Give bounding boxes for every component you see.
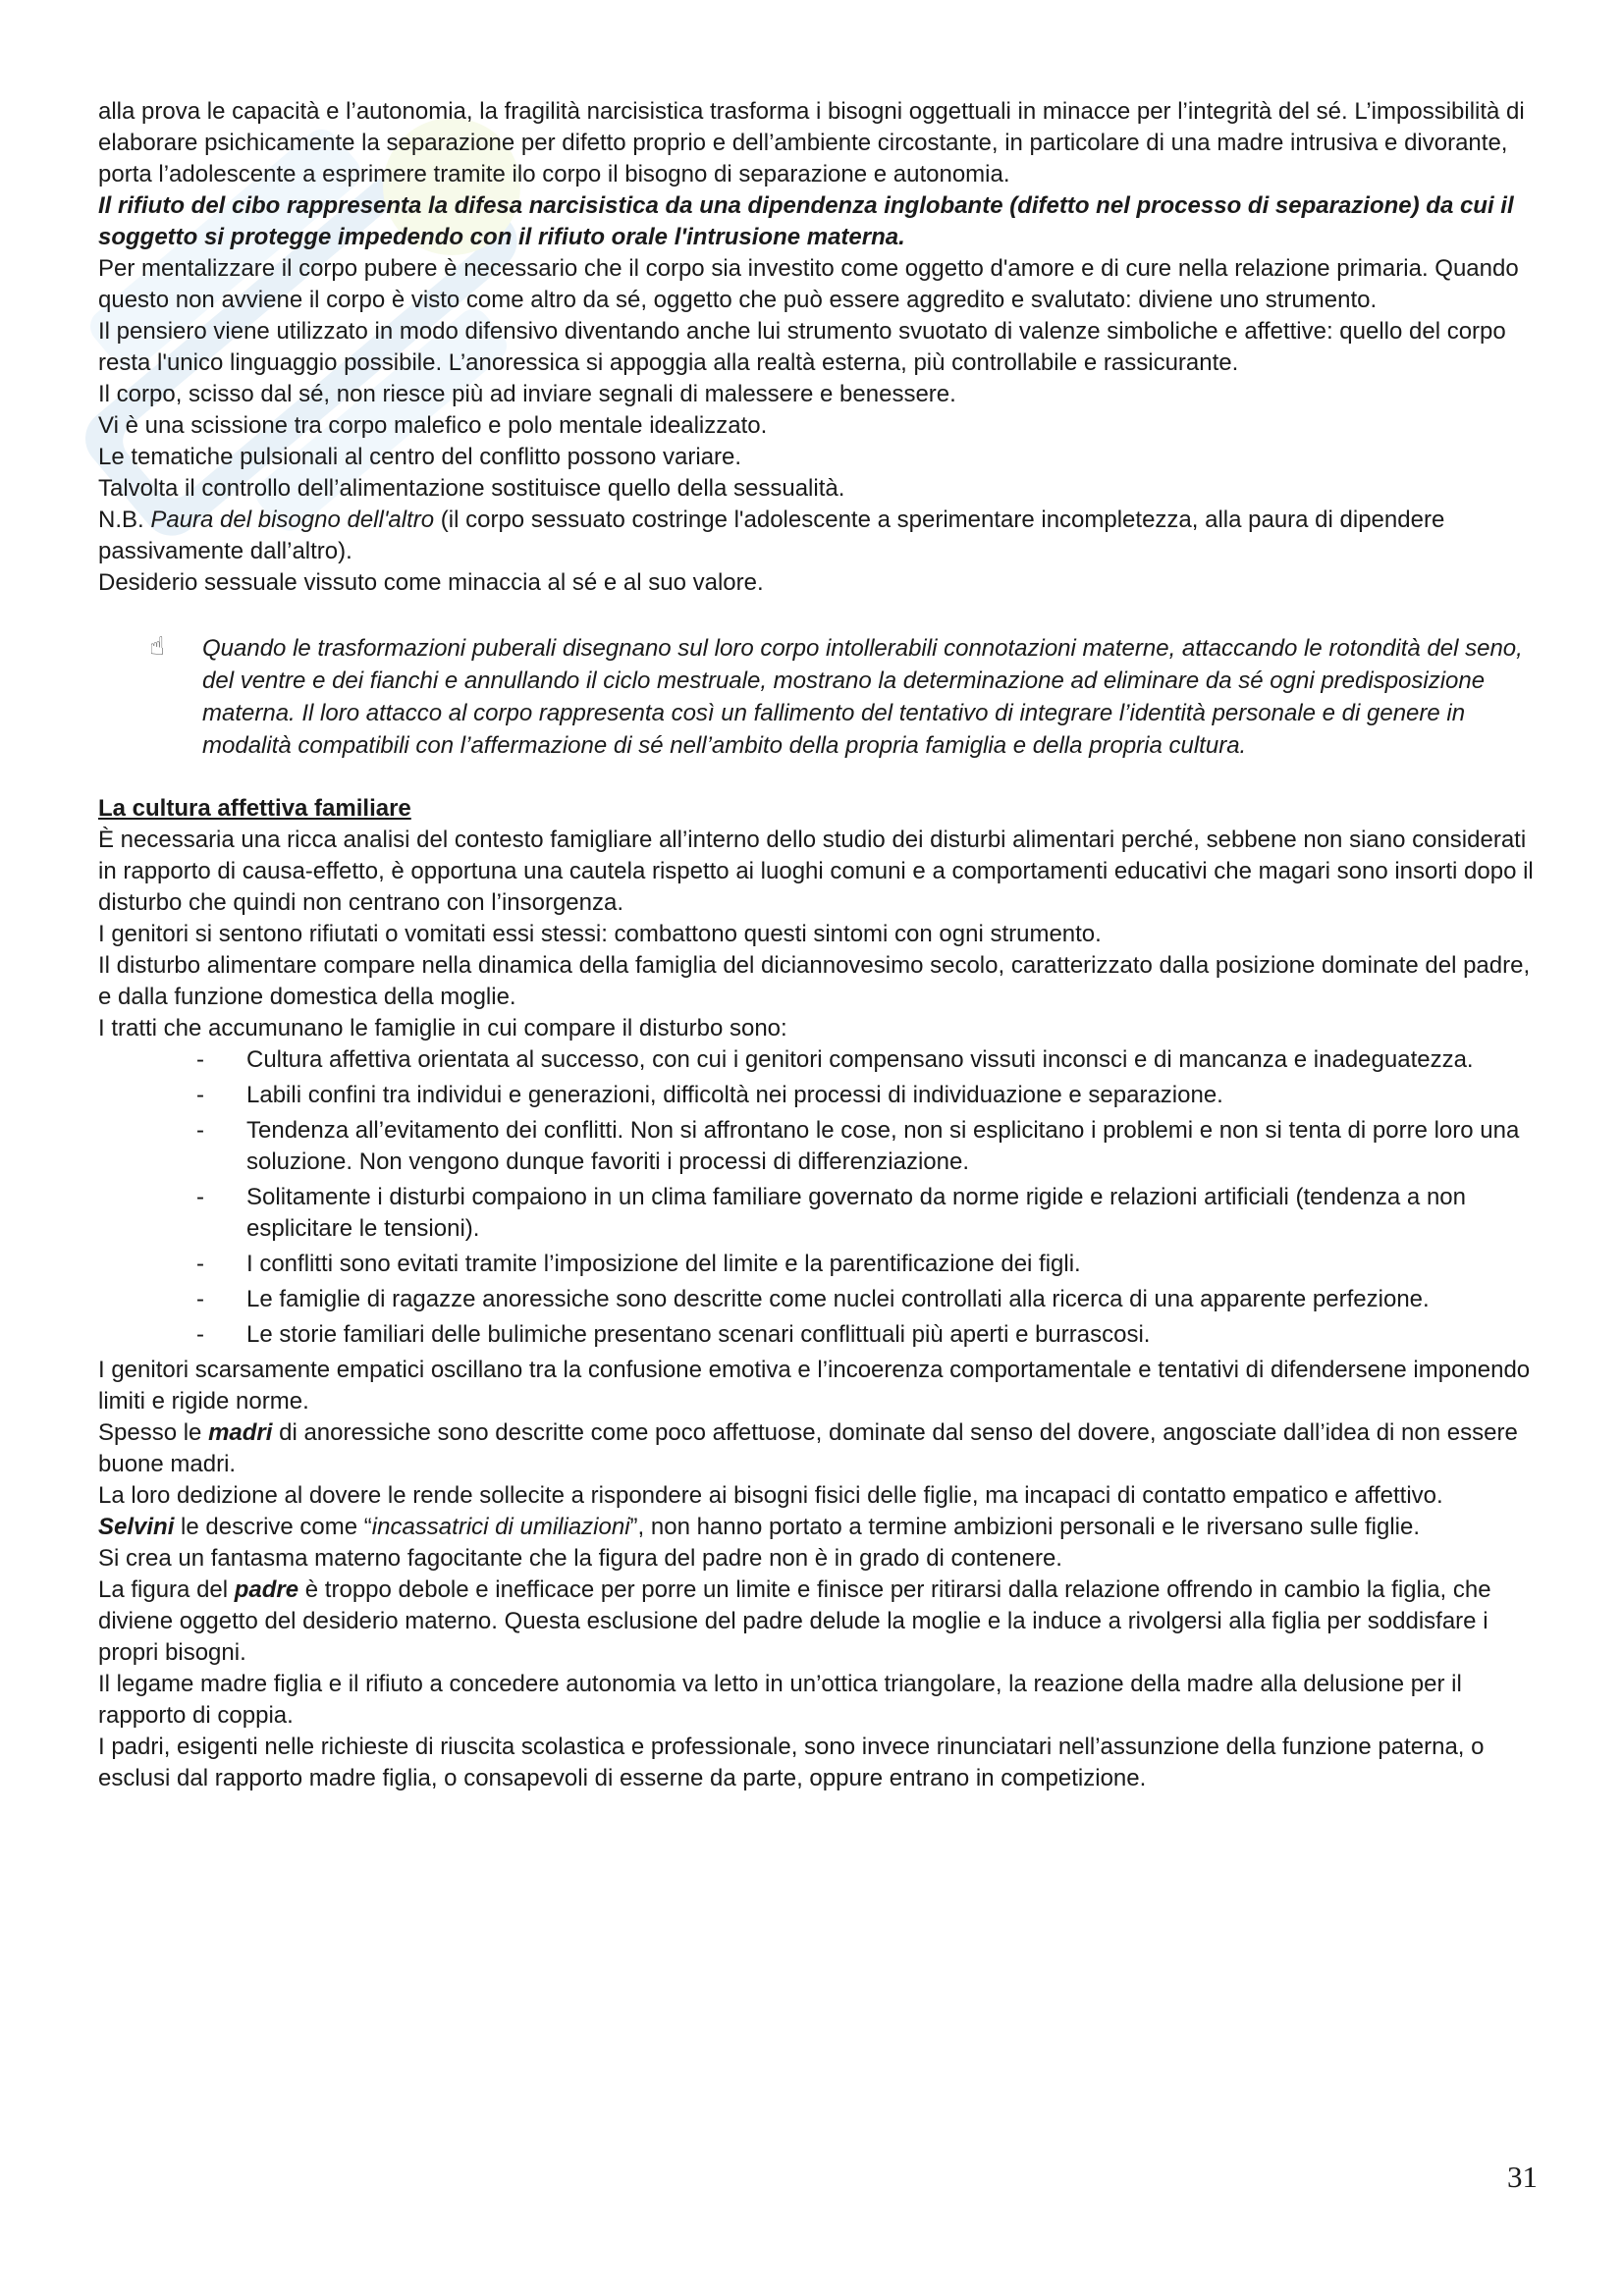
traits-list — [98, 1044, 1542, 1351]
paragraph: Il pensiero viene utilizzato in modo difensivo diventando anche lui strumento svuotato di valenze simboliche e affettive: quello del corpo resta l'unico linguaggio possibile. L’anoressica si appoggia alla realtà esterna, più controllabile e rassicurante. — [98, 318, 1506, 376]
paragraph-nb — [98, 505, 1542, 567]
paragraph: alla prova le capacità e l’autonomia, la fragilità narcisistica trasforma i bisogni oggettuali in minacce per l’integrità del sé. L’impossibilità di elaborare psichicamente la separazione per difetto proprio e dell’ambiente circostante, in particolare di una madre intrusiva e divorante, porta l’adolescente a esprimere tramite ilo corpo il bisogno di separazione e autonomia. — [98, 98, 1525, 187]
dash-marker: - — [196, 1082, 204, 1108]
nb-prefix: N.B. — [98, 507, 151, 533]
emphasis-madri: madri — [208, 1419, 273, 1446]
paragraph: È necessaria una ricca analisi del contesto famigliare all’interno dello studio dei disturbi alimentari perché, sebbene non siano considerati in rapporto di causa-effetto, è opportuna una cautela rispetto ai luoghi comuni e a comportamenti educativi che magari sono insorti dopo il disturbo che quindi non centrano con l’insorgenza. — [98, 827, 1534, 916]
paragraph: Per mentalizzare il corpo pubere è necessario che il corpo sia investito come oggetto d'amore e di cure nella relazione primaria. Quando questo non avviene il corpo è visto come altro da sé, oggetto che può essere aggredito e svalutato: diviene uno strumento. — [98, 255, 1519, 313]
dash-marker: - — [196, 1286, 204, 1312]
paragraph: I tratti che accumunano le famiglie in cui compare il disturbo sono: — [98, 1015, 787, 1041]
paragraph: Desiderio sessuale vissuto come minaccia al sé e al suo valore. — [98, 569, 764, 596]
paragraph: I genitori si sentono rifiutati o vomitati essi stessi: combattono questi sintomi con ogni strumento. — [98, 921, 1102, 947]
text-run: Spesso le — [98, 1419, 209, 1446]
paragraph: Il corpo, scisso dal sé, non riesce più ad inviare segnali di malessere e benessere. — [98, 381, 956, 407]
text-run: La figura del — [98, 1576, 235, 1603]
paragraph: Si crea un fantasma materno fagocitante che la figura del padre non è in grado di contenere. — [98, 1545, 1062, 1572]
text-run: le descrive come “ — [174, 1514, 372, 1540]
list-item — [196, 1044, 1542, 1076]
dash-marker: - — [196, 1251, 204, 1277]
paragraph-madri — [98, 1417, 1542, 1480]
callout-text: Quando le trasformazioni puberali disegnano sul loro corpo intollerabili connotazioni materne, attaccando le rotondità del seno, del ventre e dei fianchi e annullando il ciclo mestruale, mostrano la determinazione ad eliminare da sé ogni predisposizione materna. Il loro attacco al corpo rappresenta così un fallimento del tentativo di integrare l’identità personale e di genere in modalità compatibili con l’affermazione di sé nell’ambito della propria famiglia e della propria cultura. — [202, 635, 1523, 759]
list-item — [196, 1080, 1542, 1111]
document-page — [98, 96, 1542, 1794]
list-item-text: Le storie familiari delle bulimiche presentano scenari conflittuali più aperti e burrascosi. — [246, 1321, 1151, 1348]
section-title: La cultura affettiva familiare — [98, 795, 411, 822]
paragraph-selvini — [98, 1512, 1542, 1543]
dash-marker: - — [196, 1184, 204, 1210]
list-item-text: I conflitti sono evitati tramite l’imposizione del limite e la parentificazione dei figli. — [246, 1251, 1081, 1277]
paragraph: Talvolta il controllo dell’alimentazione sostituisce quello della sessualità. — [98, 475, 845, 502]
paragraph: La loro dedizione al dovere le rende sollecite a rispondere ai bisogni fisici delle figlie, ma incapaci di contatto empatico e affettivo. — [98, 1482, 1443, 1509]
hand-pointer-icon: ☝ — [149, 631, 165, 661]
list-item — [196, 1319, 1542, 1351]
paragraph: I padri, esigenti nelle richieste di riuscita scolastica e professionale, sono invece rinunciatari nell’assunzione della funzione paterna, o esclusi dal rapporto madre figlia, o consapevoli di esserne da parte, oppure entrano in competizione. — [98, 1734, 1485, 1791]
list-item-text: Le famiglie di ragazze anoressiche sono descritte come nuclei controllati alla ricerca di una apparente perfezione. — [246, 1286, 1430, 1312]
list-item-text: Labili confini tra individui e generazioni, difficoltà nei processi di individuazione e separazione. — [246, 1082, 1223, 1108]
emphasis-padre: padre — [234, 1576, 299, 1603]
list-item-text: Cultura affettiva orientata al successo, con cui i genitori compensano vissuti inconsci e di mancanza e inadeguatezza. — [246, 1046, 1474, 1073]
paragraph: Le tematiche pulsionali al centro del conflitto possono variare. — [98, 444, 742, 470]
paragraph-padre — [98, 1575, 1542, 1669]
dash-marker: - — [196, 1046, 204, 1073]
paragraph-bold-thesis: Il rifiuto del cibo rappresenta la difesa narcisistica da una dipendenza inglobante (difetto nel processo di separazione) da cui il soggetto si protegge impedendo con il rifiuto orale l'intrusione materna. — [98, 192, 1514, 250]
dash-marker: - — [196, 1321, 204, 1348]
callout-note — [98, 632, 1542, 762]
paragraph: Il legame madre figlia e il rifiuto a concedere autonomia va letto in un’ottica triangolare, la reazione della madre alla delusione per il rapporto di coppia. — [98, 1671, 1462, 1729]
nb-emphasis: Paura del bisogno dell'altro — [150, 507, 435, 533]
text-run: di anoressiche sono descritte come poco affettuose, dominate dal senso del dovere, angosciate dall’idea di non essere buone madri. — [98, 1419, 1518, 1477]
list-item — [196, 1115, 1542, 1178]
text-run: è troppo debole e inefficace per porre un limite e finisce per ritirarsi dalla relazione offrendo in cambio la figlia, che diviene oggetto del desiderio materno. Questa esclusione del padre delude la moglie e la induce a rivolgersi alla figlia per soddisfare i propri bisogni. — [98, 1576, 1491, 1666]
emphasis-quote: incassatrici di umiliazioni — [371, 1514, 630, 1540]
nb-text: (il corpo sessuato costringe l'adolescente a sperimentare incompletezza, alla paura di dipendere passivamente dall’altro). — [98, 507, 1445, 564]
dash-marker: - — [196, 1117, 204, 1144]
paragraph: Vi è una scissione tra corpo malefico e polo mentale idealizzato. — [98, 412, 768, 439]
paragraph: I genitori scarsamente empatici oscillano tra la confusione emotiva e l’incoerenza comportamentale e tentativi di difendersene imponendo limiti e rigide norme. — [98, 1357, 1531, 1415]
emphasis-selvini: Selvini — [98, 1514, 175, 1540]
page-number: 31 — [1507, 2160, 1538, 2194]
list-item-text: Tendenza all’evitamento dei conflitti. Non si affrontano le cose, non si esplicitano i problemi e non si tenta di porre loro una soluzione. Non vengono dunque favoriti i processi di differenziazione. — [246, 1117, 1520, 1175]
list-item-text: Solitamente i disturbi compaiono in un clima familiare governato da norme rigide e relazioni artificiali (tendenza a non esplicitare le tensioni). — [246, 1184, 1466, 1242]
paragraph: Il disturbo alimentare compare nella dinamica della famiglia del diciannovesimo secolo, caratterizzato dalla posizione dominate del padre, e dalla funzione domestica della moglie. — [98, 952, 1531, 1010]
text-run: ”, non hanno portato a termine ambizioni personali e le riversano sulle figlie. — [629, 1514, 1420, 1540]
list-item — [196, 1249, 1542, 1280]
list-item — [196, 1182, 1542, 1245]
list-item — [196, 1284, 1542, 1315]
